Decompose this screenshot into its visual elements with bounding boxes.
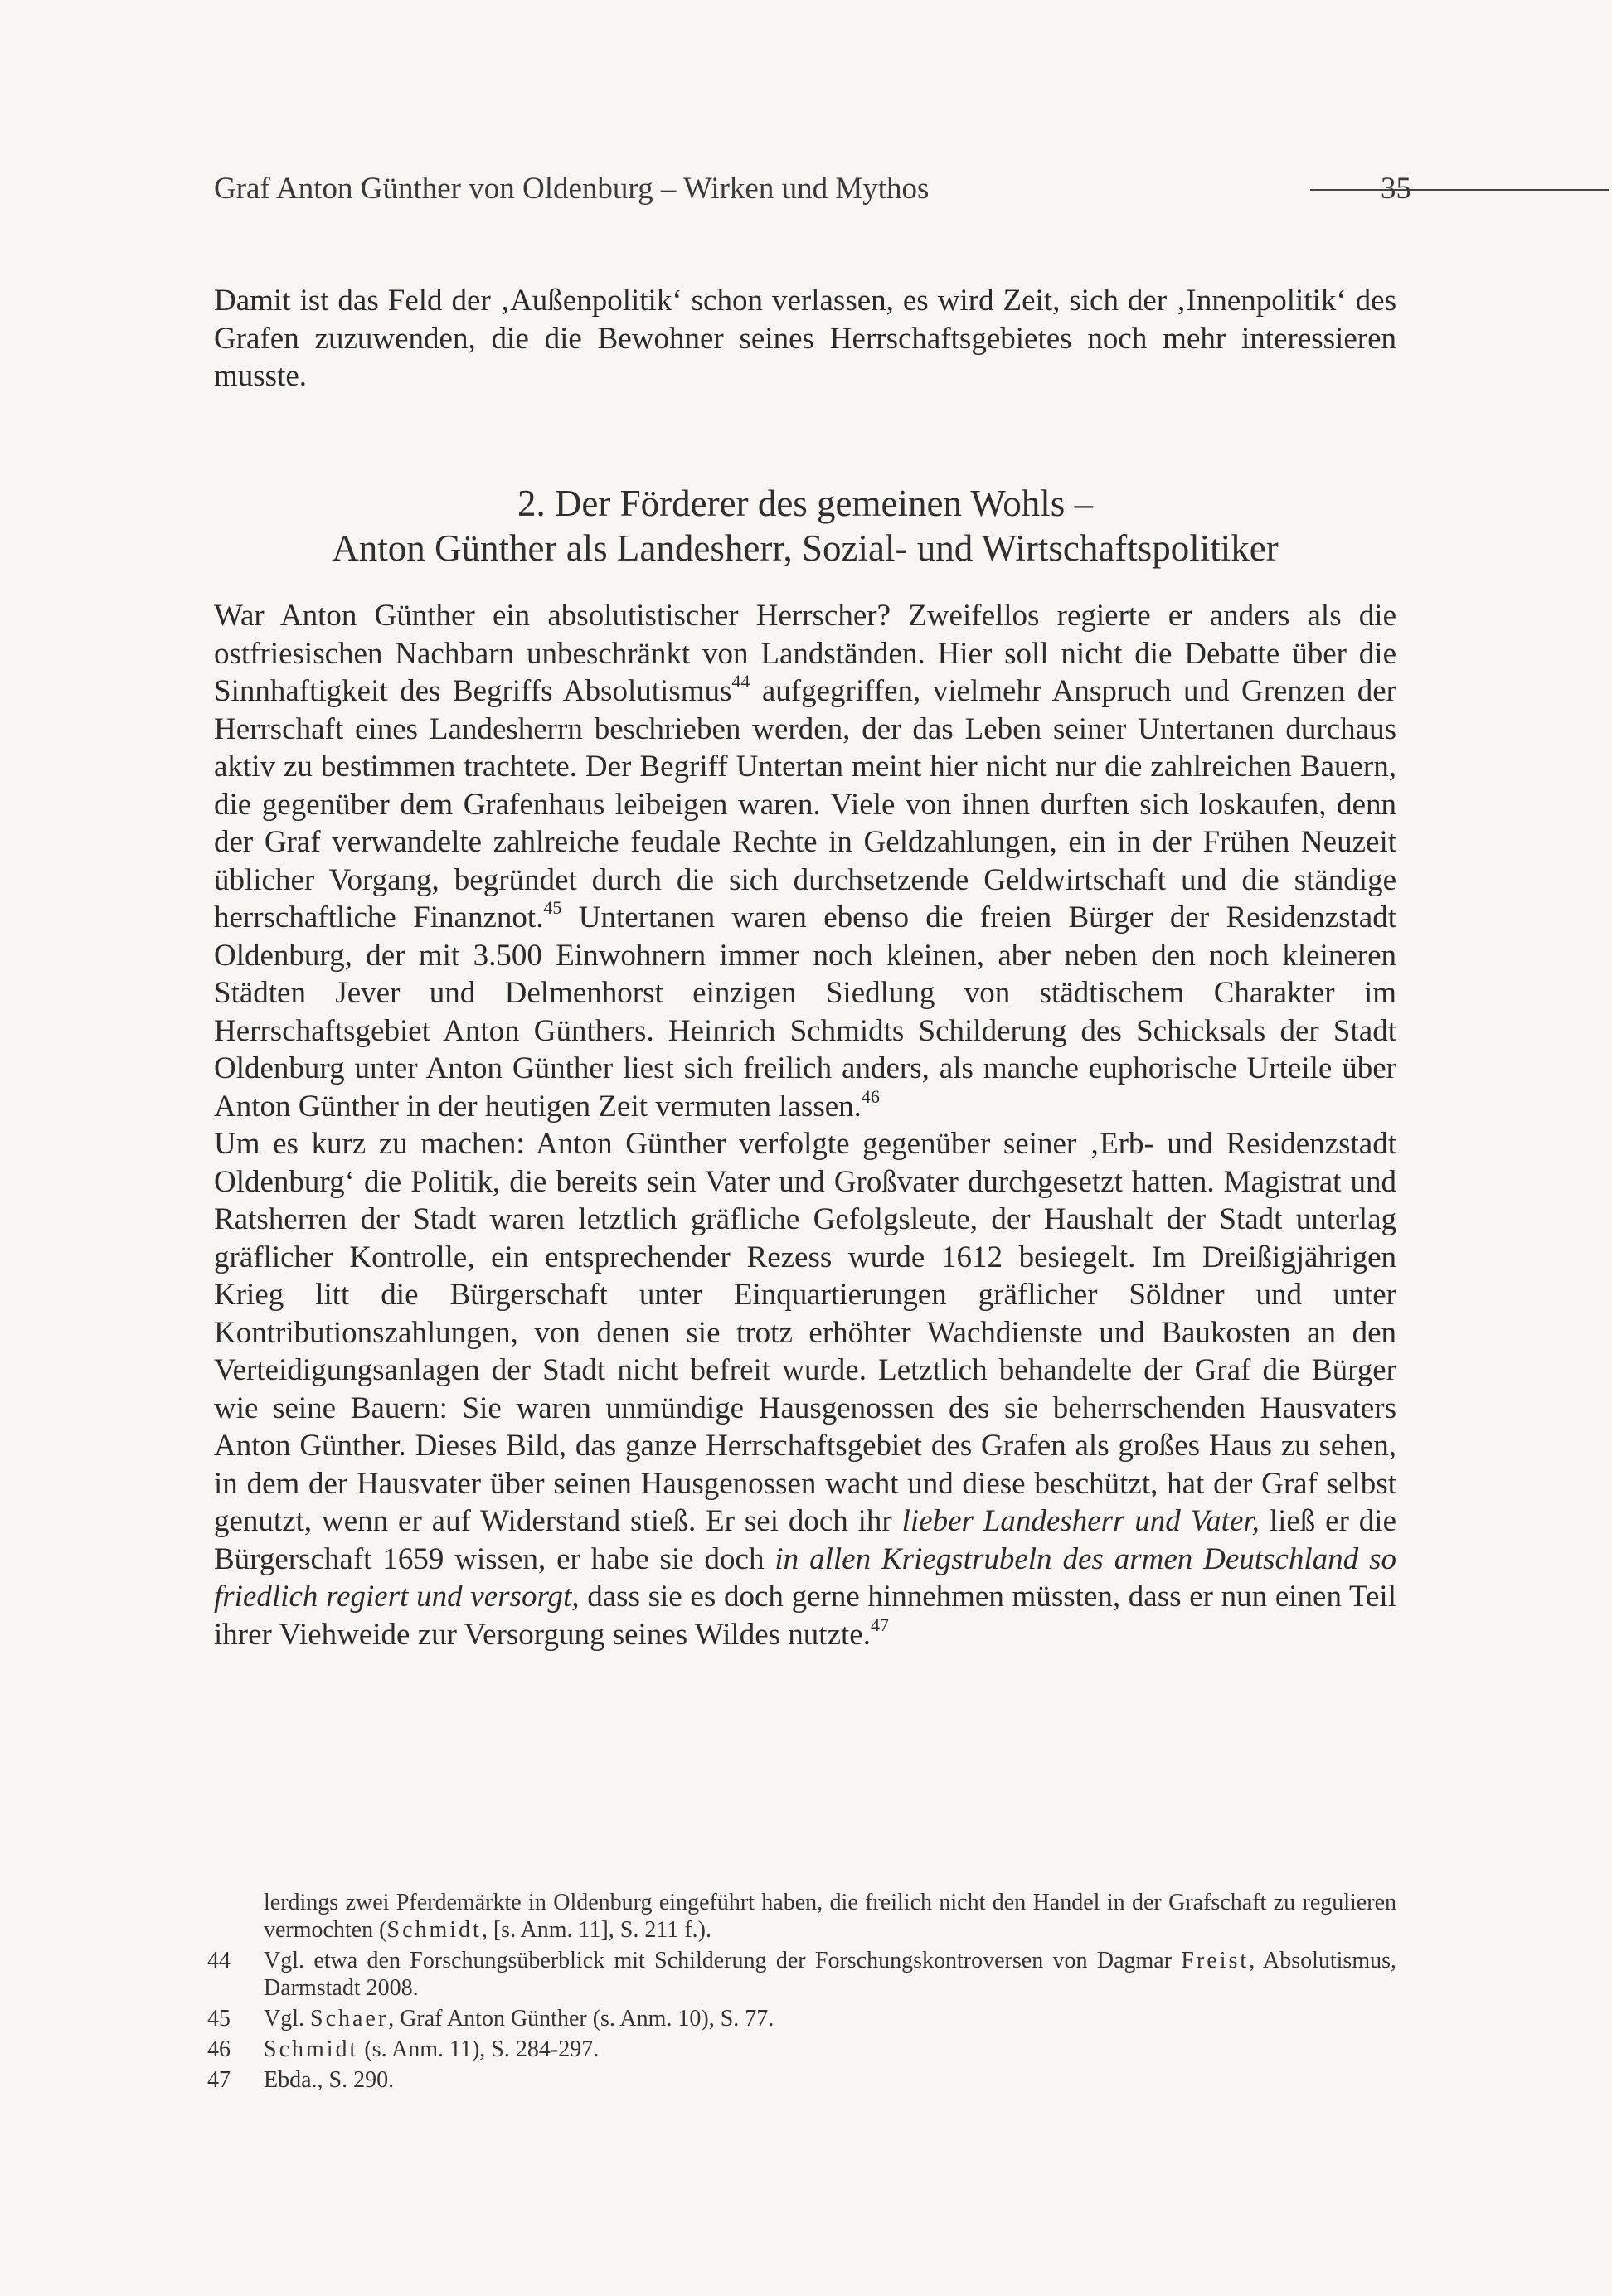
footnote-number: 44 bbox=[207, 1948, 231, 1973]
footnote-ref-44[interactable]: 44 bbox=[731, 671, 750, 692]
footnote-ref-45[interactable]: 45 bbox=[543, 897, 562, 918]
italic-quote: in allen Kriegstrubeln des armen Deutschland so friedlich regiert und versorgt, bbox=[214, 1541, 1396, 1614]
paragraph-2 bbox=[214, 1125, 1396, 1653]
footnote-number: 45 bbox=[207, 2006, 231, 2031]
italic-quote: lieber Landesherr und Vater, bbox=[901, 1504, 1260, 1538]
text-run: (s. Anm. 11), S. 284-297. bbox=[358, 2036, 600, 2062]
intro-text: Damit ist das Feld der ‚Außenpolitik‘ schon verlassen, es wird Zeit, sich der ‚Innenpolitik‘ des Grafen zuzuwenden, die die Bewohner seines Herrschaftsgebietes noch mehr interessieren musste. bbox=[214, 284, 1396, 393]
text-run: Vgl. etwa den Forschungsüberblick mit Schilderung der Forschungskontroversen von Dagmar bbox=[264, 1948, 1182, 1973]
text-run: Vgl. bbox=[264, 2006, 310, 2031]
section-heading-line-2: Anton Günther als Landesherr, Sozial- und Wirtschaftspolitiker bbox=[332, 527, 1279, 569]
page-number: 35 bbox=[1381, 172, 1411, 206]
text-run: Untertanen waren ebenso die freien Bürger der Residenzstadt Oldenburg, der mit 3.500 Einwohnern immer noch kleinen, aber neben den noch kleineren Städten Jever und Delmenhorst einzigen Siedlung von städtischem Charakter im Herrschaftsgebiet Anton Günthers. Heinrich Schmidts Schilderung des Schicksals der Stadt Oldenburg unter Anton Günther liest sich freilich anders, als manche euphorische Urteile über Anton Günther in der heutigen Zeit vermuten lassen. bbox=[214, 900, 1397, 1124]
text-run: Ebda., S. 290. bbox=[264, 2067, 395, 2093]
footnote-continuation bbox=[207, 1889, 1396, 1944]
footnote-47 bbox=[207, 2066, 1396, 2094]
intro-paragraph bbox=[214, 282, 1396, 396]
footnote-45 bbox=[207, 2005, 1396, 2032]
text-run: , [s. Anm. 11], S. 211 f.). bbox=[481, 1917, 711, 1943]
text-run: dass sie es doch gerne hinnehmen müssten, dass er nun einen Teil ihrer Viehweide zur Versorgung seines Wildes nutzte. bbox=[214, 1580, 1396, 1652]
section-heading bbox=[214, 481, 1396, 570]
running-header bbox=[214, 164, 1411, 214]
footnote-ref-47[interactable]: 47 bbox=[870, 1614, 889, 1635]
text-run: , Absolutismus, Darmstadt 2008. bbox=[264, 1948, 1397, 2001]
footnote-ref-46[interactable]: 46 bbox=[861, 1085, 880, 1107]
text-run: aufgegriffen, vielmehr Anspruch und Grenzen der Herrschaft eines Landesherrn beschrieben werden, der das Leben seiner Untertanen durchaus aktiv zu bestimmen trachtete. Der Begriff Untertan meint hier nicht nur die zahlreichen Bauern, die gegenüber dem Grafenhaus leibeigen waren. Viele von ihnen durften sich loskaufen, denn der Graf verwandelte zahlreiche feudale Rechte in Geldzahlungen, ein in der Frühen Neuzeit üblicher Vorgang, begründet durch die sich durchsetzende Geldwirtschaft und die ständige herrschaftliche Finanznot. bbox=[214, 674, 1396, 934]
author-name: Schaer bbox=[310, 2006, 389, 2031]
author-name: Freist bbox=[1181, 1948, 1250, 1973]
main-text bbox=[214, 597, 1396, 1653]
text-run: lerdings zwei Pferdemärkte in Oldenburg eingeführt haben, die freilich nicht den Handel in der Grafschaft zu regulieren vermochten ( bbox=[264, 1890, 1396, 1943]
footnote-46 bbox=[207, 2036, 1396, 2063]
author-name: Schmidt bbox=[264, 2036, 359, 2062]
text-run: Um es kurz zu machen: Anton Günther verfolgte gegenüber seiner ‚Erb- und Residenzstadt Oldenburg‘ die Politik, die bereits sein Vater und Großvater durchgesetzt hatten. Magistrat und Ratsherren der Stadt waren letztlich gräfliche Gefolgsleute, der Haushalt der Stadt unterlag gräflicher Kontrolle, ein entsprechender Rezess wurde 1612 besiegelt. Im Dreißigjährigen Krieg litt die Bürgerschaft unter Einquartierungen gräflicher Söldner und unter Kontributionszahlungen, von denen sie trotz erhöhter Wachdienste und Baukosten an den Verteidigungsanlagen der Stadt nicht befreit wurde. Letztlich behandelte der Graf die Bürger wie seine Bauern: Sie waren unmündige Hausgenossen des sie beherrschenden Hausvaters Anton Günther. Dieses Bild, das ganze Herrschaftsgebiet des Grafen als großes Haus zu sehen, in dem der Hausvater über seinen Hausgenossen wacht und diese beschützt, hat der Graf selbst genutzt, wenn er auf Widerstand stieß. Er sei doch ihr bbox=[214, 1127, 1396, 1538]
footnote-44 bbox=[207, 1947, 1396, 2002]
header-rule bbox=[1310, 189, 1609, 191]
footnote-number: 46 bbox=[207, 2036, 231, 2062]
author-name: Schmidt bbox=[386, 1917, 482, 1943]
paragraph-1 bbox=[214, 597, 1396, 1125]
footnotes bbox=[207, 1889, 1396, 2094]
text-run: , Graf Anton Günther (s. Anm. 10), S. 77. bbox=[388, 2006, 774, 2031]
section-heading-line-1: 2. Der Förderer des gemeinen Wohls – bbox=[517, 483, 1094, 524]
running-title: Graf Anton Günther von Oldenburg – Wirken und Mythos bbox=[214, 172, 930, 206]
footnote-number: 47 bbox=[207, 2067, 231, 2093]
text-run: ließ er die Bürgerschaft 1659 wissen, er habe sie doch bbox=[214, 1504, 1396, 1576]
text-run: War Anton Günther ein absolutistischer Herrscher? Zweifellos regierte er anders als die ostfriesischen Nachbarn unbeschränkt von Landständen. Hier soll nicht die Debatte über die Sinnhaftigkeit des Begriffs Absolutismus bbox=[214, 599, 1396, 708]
